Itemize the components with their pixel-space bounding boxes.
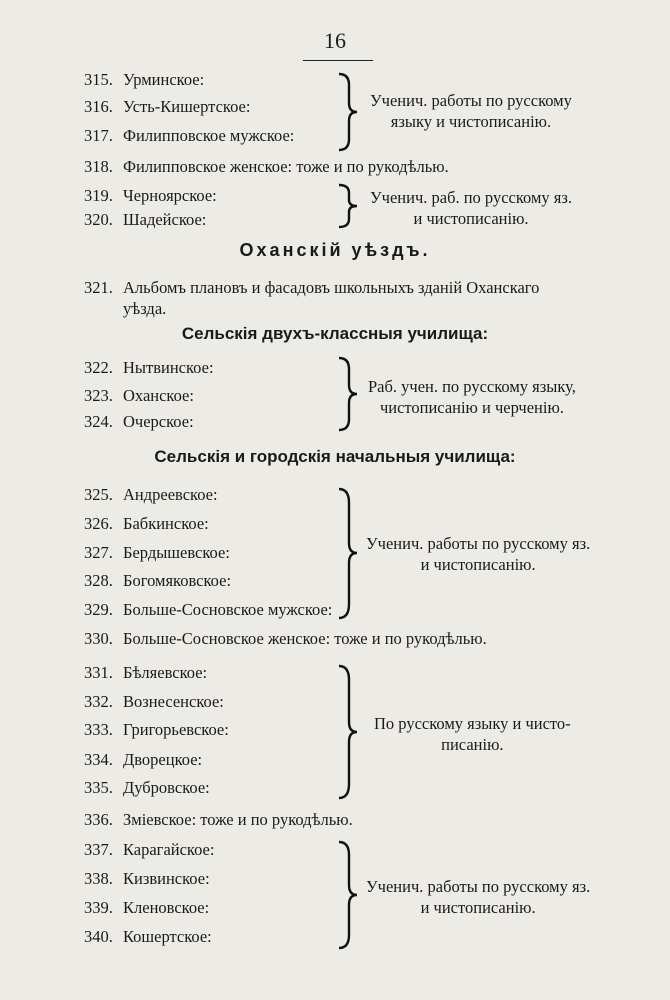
entry-name: Богомяковское: bbox=[123, 571, 232, 590]
entry-name: Бердышевское: bbox=[123, 543, 230, 562]
right-brace bbox=[336, 487, 360, 620]
list-item bbox=[84, 210, 206, 230]
entry-name: Карагайское: bbox=[123, 840, 215, 859]
entry-number: 330. bbox=[84, 629, 113, 648]
list-item bbox=[84, 869, 210, 889]
list-item bbox=[84, 692, 224, 712]
entry-name: Больше-Сосновское мужское: bbox=[123, 600, 333, 619]
entry-number: 340. bbox=[84, 927, 113, 946]
entry-name: Зміевское: тоже и по рукодѣлью. bbox=[123, 810, 353, 829]
section-heading: Оханскій уѣздъ. bbox=[239, 240, 431, 260]
entry-name: Дворецкое: bbox=[123, 750, 203, 769]
group-line: Ученич. работы по русскому bbox=[370, 91, 572, 110]
entry-name: Вознесенское: bbox=[123, 692, 224, 711]
entry-number: 338. bbox=[84, 869, 113, 888]
entry-number: 321. bbox=[84, 278, 113, 297]
entry-number: 318. bbox=[84, 157, 113, 176]
entry-number: 327. bbox=[84, 543, 113, 562]
group-description bbox=[368, 376, 576, 418]
entry-number: 337. bbox=[84, 840, 113, 859]
group-description bbox=[374, 713, 571, 755]
group-line: Ученич. работы по русскому яз. bbox=[366, 877, 591, 896]
entry-number: 328. bbox=[84, 571, 113, 590]
group-line: и чистописанію. bbox=[420, 555, 536, 574]
entry-name: Альбомъ плановъ и фасадовъ школьныхъ зданій Оханскаго bbox=[123, 278, 540, 297]
entry-name: Больше-Сосновское женское: тоже и по рукодѣлью. bbox=[123, 629, 487, 648]
entry-number: 319. bbox=[84, 186, 113, 205]
entry-number: 335. bbox=[84, 778, 113, 797]
entry-name: Бабкинское: bbox=[123, 514, 209, 533]
entry-number: 320. bbox=[84, 210, 113, 229]
entry-name: Дубровское: bbox=[123, 778, 210, 797]
list-item bbox=[84, 514, 209, 534]
entry-name: Бѣляевское: bbox=[123, 663, 208, 682]
group-line: По русскому языку и чисто- bbox=[374, 714, 571, 733]
group-description bbox=[366, 876, 590, 918]
group-line: Ученич. работы по русскому яз. bbox=[366, 534, 591, 553]
entry-name: Андреевское: bbox=[123, 485, 218, 504]
list-item bbox=[84, 485, 218, 505]
entry-number: 333. bbox=[84, 720, 113, 739]
entry-name: Черноярское: bbox=[123, 186, 217, 205]
right-brace bbox=[336, 840, 360, 950]
right-brace bbox=[336, 183, 360, 229]
list-item bbox=[84, 358, 214, 378]
entry-name: Очерское: bbox=[123, 412, 194, 431]
entry-name: Кошертское: bbox=[123, 927, 212, 946]
right-brace bbox=[336, 72, 360, 152]
entry-name: Усть-Кишертское: bbox=[123, 97, 251, 116]
list-item bbox=[84, 629, 487, 649]
list-item bbox=[84, 543, 230, 563]
entry-number: 336. bbox=[84, 810, 113, 829]
entry-number: 323. bbox=[84, 386, 113, 405]
group-line: и чистописанію. bbox=[413, 209, 529, 228]
entry-number: 324. bbox=[84, 412, 113, 431]
list-item bbox=[84, 750, 202, 770]
list-item-continuation: уѣзда. bbox=[123, 299, 167, 318]
list-item bbox=[84, 386, 194, 406]
entry-name: Кизвинское: bbox=[123, 869, 210, 888]
right-brace bbox=[336, 664, 360, 800]
list-item bbox=[84, 778, 210, 798]
entry-number: 339. bbox=[84, 898, 113, 917]
list-item bbox=[84, 927, 212, 947]
page-number-rule bbox=[303, 60, 373, 61]
group-description bbox=[370, 187, 572, 229]
group-description bbox=[366, 533, 590, 575]
group-line: чистописанію и черченію. bbox=[379, 398, 564, 417]
entry-name: Григорьевское: bbox=[123, 720, 229, 739]
entry-number: 322. bbox=[84, 358, 113, 377]
entry-number: 316. bbox=[84, 97, 113, 116]
entry-name: Филипповское женское: тоже и по рукодѣлью. bbox=[123, 157, 449, 176]
list-item bbox=[84, 840, 214, 860]
entry-number: 332. bbox=[84, 692, 113, 711]
list-item bbox=[84, 600, 332, 620]
list-item bbox=[84, 571, 231, 591]
section-heading: Сельскія двухъ-классныя училища: bbox=[181, 324, 489, 343]
entry-number: 317. bbox=[84, 126, 113, 145]
list-item bbox=[84, 97, 250, 117]
page-number: 16 bbox=[324, 28, 346, 53]
list-item bbox=[84, 186, 217, 206]
list-item bbox=[84, 720, 229, 740]
entry-number: 329. bbox=[84, 600, 113, 619]
entry-name: Нытвинское: bbox=[123, 358, 214, 377]
list-item bbox=[84, 70, 204, 90]
entry-name: Шадейское: bbox=[123, 210, 207, 229]
list-item bbox=[84, 663, 207, 683]
entry-number: 325. bbox=[84, 485, 113, 504]
entry-name: Филипповское мужское: bbox=[123, 126, 295, 145]
group-line: Раб. учен. по русскому языку, bbox=[368, 377, 576, 396]
entry-name: Урминское: bbox=[123, 70, 205, 89]
group-line: писанію. bbox=[441, 735, 504, 754]
entry-name: Оханское: bbox=[123, 386, 194, 405]
group-line: и чистописанію. bbox=[420, 898, 536, 917]
entry-number: 334. bbox=[84, 750, 113, 769]
list-item bbox=[84, 898, 209, 918]
entry-name: Кленовское: bbox=[123, 898, 210, 917]
list-item bbox=[84, 278, 539, 298]
entry-number: 315. bbox=[84, 70, 113, 89]
list-item bbox=[84, 126, 294, 146]
section-heading: Сельскія и городскія начальныя училища: bbox=[154, 447, 516, 466]
list-item bbox=[84, 412, 194, 432]
right-brace bbox=[336, 356, 360, 432]
group-line: Ученич. раб. по русскому яз. bbox=[370, 188, 573, 207]
group-description bbox=[370, 90, 572, 132]
entry-number: 331. bbox=[84, 663, 113, 682]
list-item bbox=[84, 810, 353, 830]
list-item bbox=[84, 157, 449, 177]
group-line: языку и чистописанію. bbox=[390, 112, 552, 131]
entry-number: 326. bbox=[84, 514, 113, 533]
